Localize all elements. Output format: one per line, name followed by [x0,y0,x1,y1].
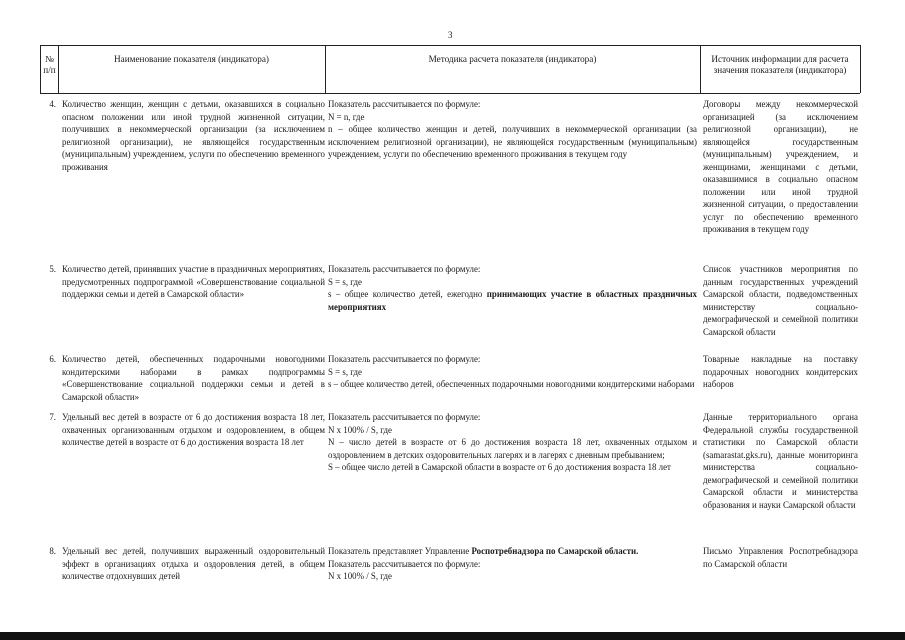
indicator-name: Количество женщин, женщин с детьми, оказавшихся в социально опасном положении или иной трудной жизненной ситуации, получивших в некоммерческой организации (за исключением религиозной организации), не являющейся государственным (муниципальным) учреждением, услуги по обеспечению временного проживания [62,99,325,172]
method-text-2: S – общее число детей в Самарской области в возрасте от 6 до достижения возраста 18 лет [328,462,671,472]
method-text: s – общее количество детей, обеспеченных подарочными новогодними кондитерскими наборами [328,379,695,389]
header-divider [325,45,326,93]
header-divider [58,45,59,93]
source-cell: Товарные накладные на поставку подарочных новогодних кондитерских наборов [703,354,858,389]
page-number: 3 [448,30,453,40]
header-num: № п/п [43,54,56,75]
header-source: Источник информации для расчета значения показателя (индикатора) [711,54,849,75]
header-name: Наименование показателя (индикатора) [114,54,269,64]
scan-edge [0,632,905,640]
row-number: 8. [49,546,56,556]
method-cell [328,98,697,161]
indicator-name: Удельный вес детей, получивших выраженный оздоровительный эффект в организациях отдыха и оздоровления детей, в общем количестве отдохнувших детей [62,546,325,581]
method-cell [328,411,697,474]
method-intro-plain: Показатель представляет Управление [328,546,472,556]
method-intro: Показатель рассчитывается по формуле: [328,264,481,274]
method-intro: Показатель рассчитывается по формуле: [328,354,481,364]
source-cell: Данные территориального органа Федеральной службы государственной статистики по Самарской области (samarastat.gks.ru), данные мониторинга министерства социально-демографической и семейной политики Самарской области и министерства образования и науки Самарской области [703,412,858,510]
method-text: n – общее количество женщин и детей, получивших в некоммерческой организации (за исключением религиозной организации), не являющейся государственным (муниципальным) учреждением, услуги по обеспечению временного проживания в текущем году [328,124,697,159]
table-top-border [40,45,860,46]
method-formula: S = s, где [328,366,362,377]
header-divider [700,45,701,93]
method-cell [328,263,697,313]
source-cell: Список участников мероприятия по данным государственных учреждений Самарской области, подведомственных министерству социально-демографической и семейной политики Самарской области [703,264,858,337]
method-intro: Показатель рассчитывается по формуле: [328,412,481,422]
method-formula: S = s, где [328,276,362,287]
header-bottom-border [40,93,860,94]
method-formula: N = n, где [328,111,365,122]
indicator-name: Количество детей, обеспеченных подарочными новогодними кондитерскими наборами в рамках подпрограммы «Совершенствование социальной поддержки семьи и детей в Самарской области» [62,354,325,402]
table-border-right [860,45,861,93]
method-text [328,288,697,313]
method-text-plain: s – общее количество детей, ежегодно [328,289,487,299]
row-number: 4. [49,99,56,109]
source-cell: Договоры между некоммерческой организацией (за исключением религиозной организации), не являющейся государственным (муниципальным) учреждением, и женщинами, женщинами с детьми, оказавшимися в социально опасном положении или иной трудной жизненной ситуации, о предоставлении услуг по обеспечению временного проживания в текущем году [703,99,858,234]
method-intro [328,545,697,558]
source-cell: Письмо Управления Роспотребнадзора по Самарской области [703,546,858,569]
header-method: Методика расчета показателя (индикатора) [428,54,597,64]
method-line-2: Показатель рассчитывается по формуле: [328,558,481,569]
method-text-bold: принимающих участие в областных праздничных мероприятиях [328,289,697,312]
row-number: 6. [49,354,56,364]
row-number: 5. [49,264,56,274]
method-cell [328,353,697,391]
method-cell [328,545,697,583]
method-formula: N x 100% / S, где [328,571,392,581]
method-formula: N x 100% / S, где [328,424,392,435]
indicator-name: Удельный вес детей в возрасте от 6 до достижения возраста 18 лет, охваченных организованным отдыхом и оздоровлением, в общем количестве детей в возрасте от 6 до достижения возраста 18 лет [62,412,325,447]
method-intro: Показатель рассчитывается по формуле: [328,99,481,109]
indicator-name: Количество детей, принявших участие в праздничных мероприятиях, предусмотренных подпрограммой «Совершенствование социальной поддержки семьи и детей в Самарской области» [62,264,325,299]
method-intro-bold: Роспотребнадзора по Самарской области. [471,546,639,556]
row-number: 7. [49,412,56,422]
method-text: N – число детей в возрасте от 6 до достижения возраста 18 лет, охваченных отдыхом и оздоровлением в детских оздоровительных лагерях и в лагерях с дневным пребыванием; [328,437,697,460]
